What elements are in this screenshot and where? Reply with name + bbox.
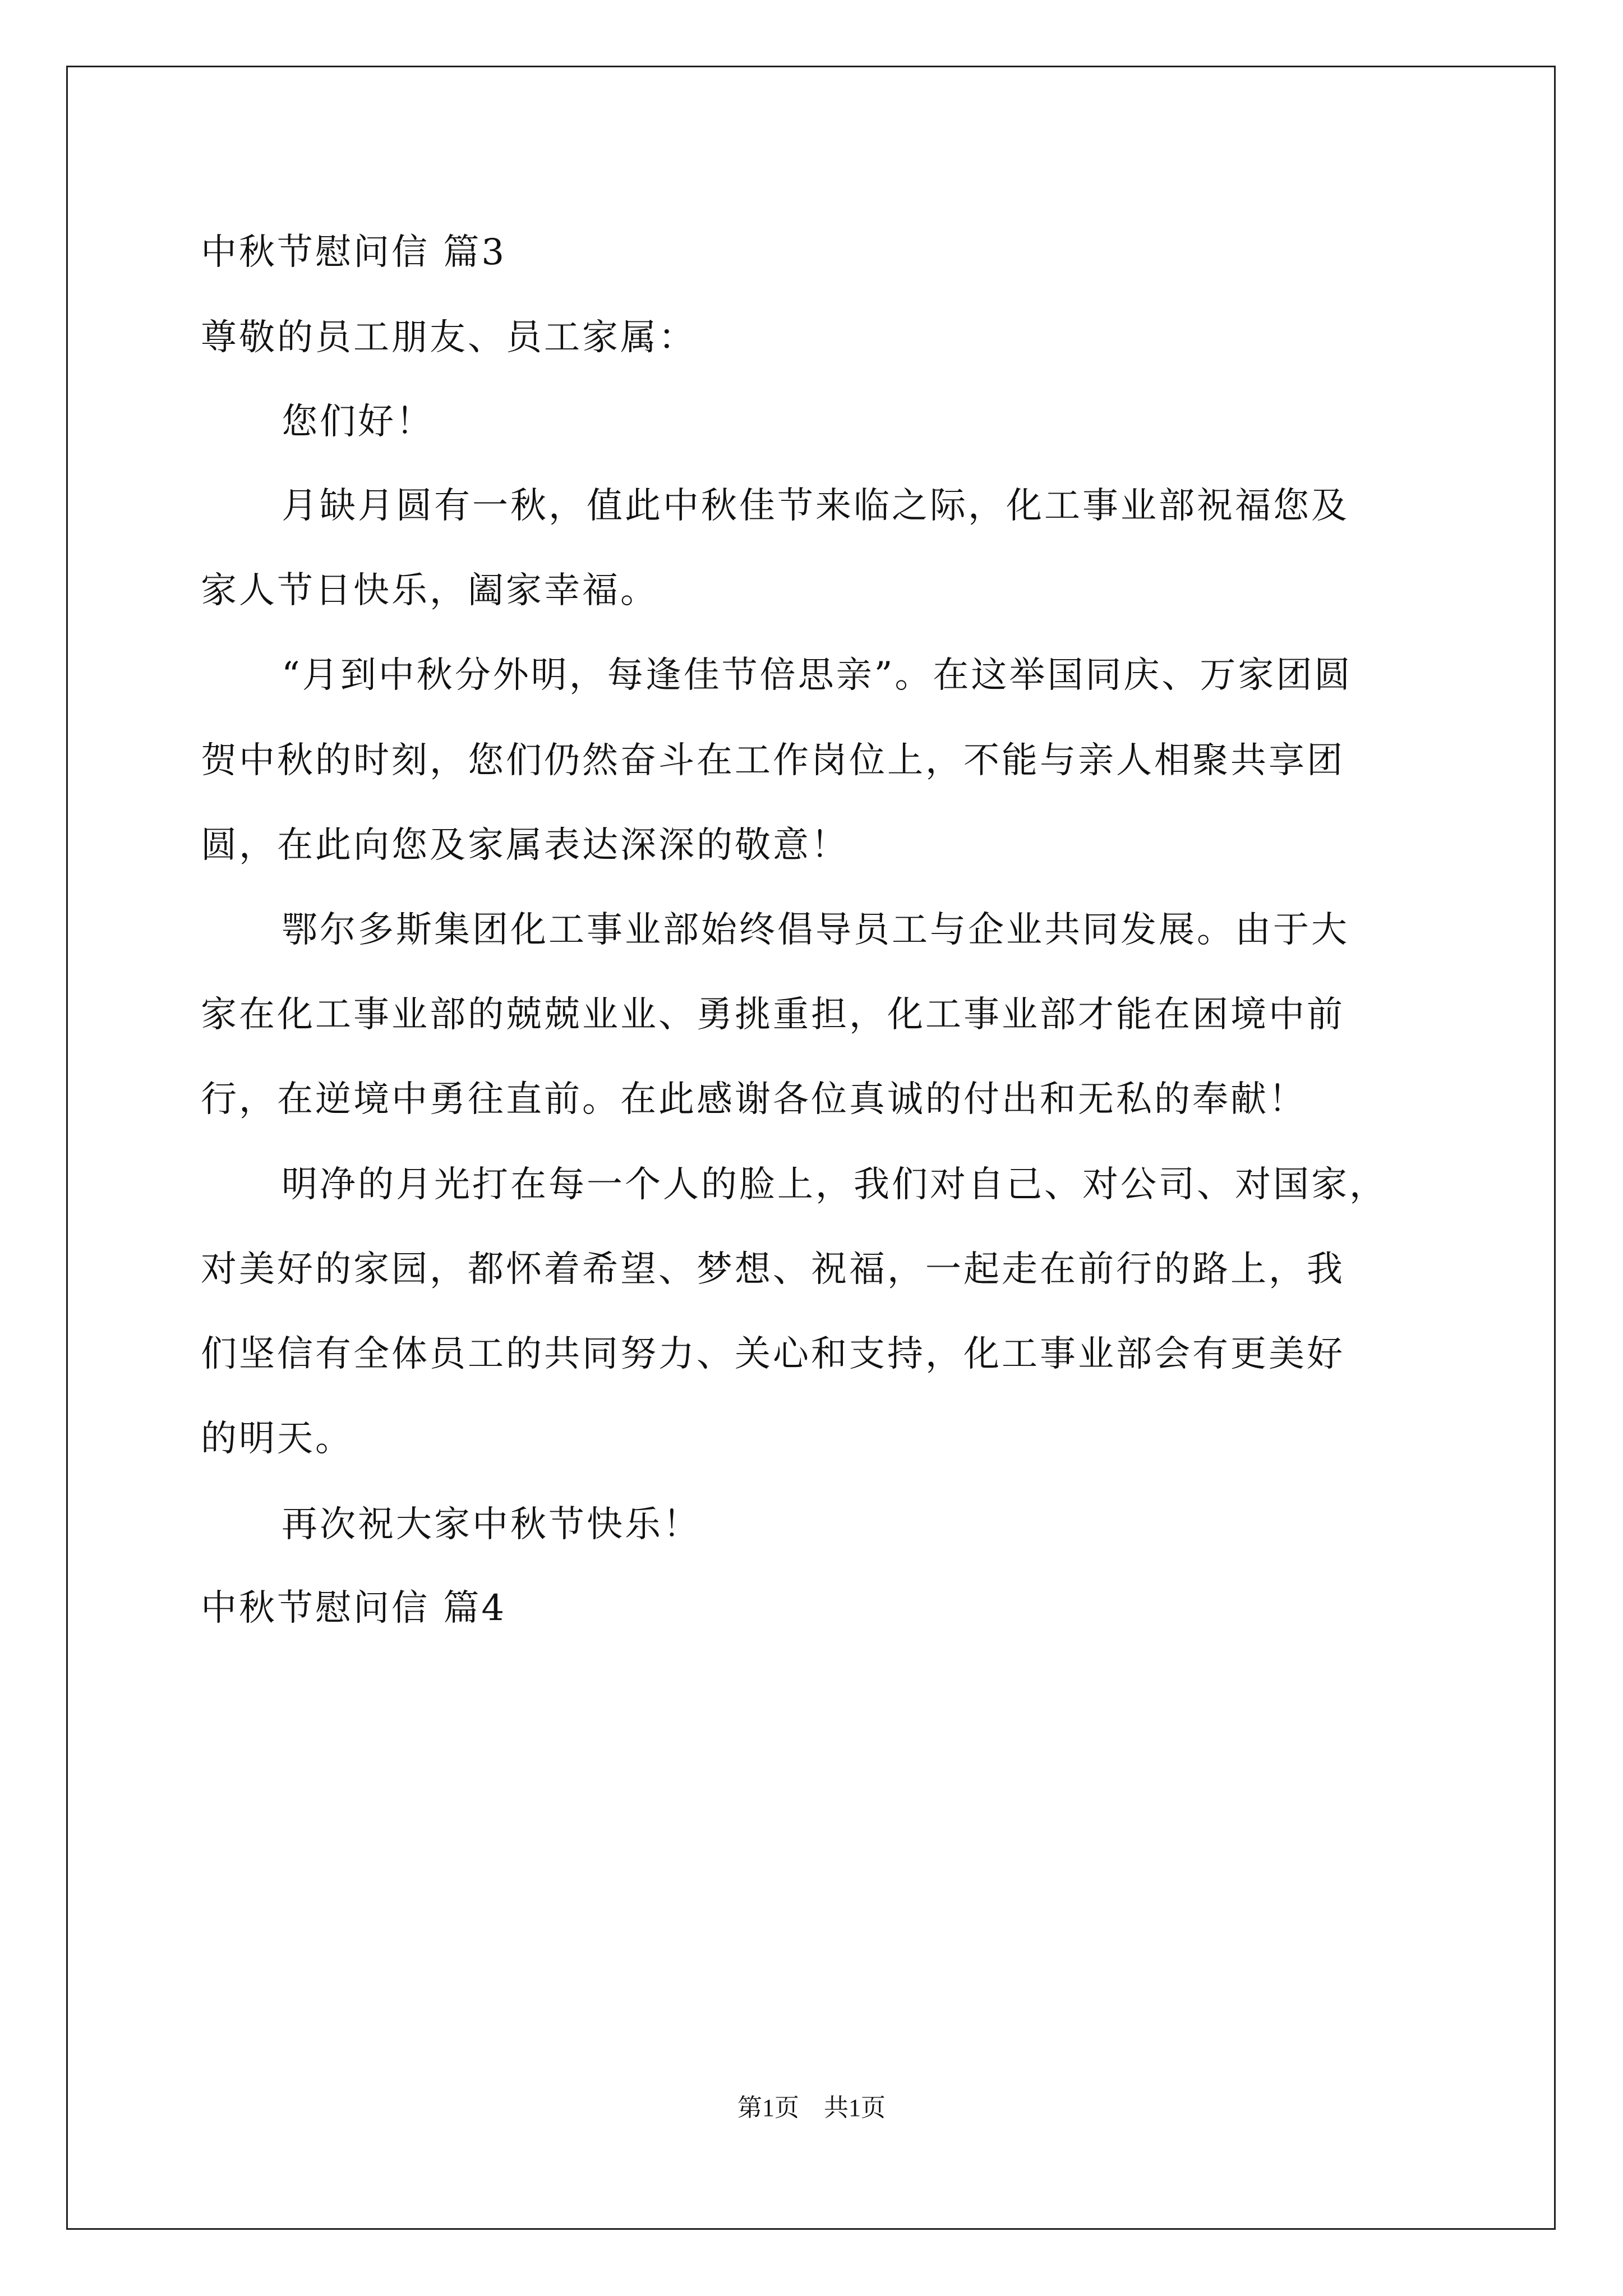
greeting: 您们好！ <box>282 401 434 443</box>
paragraph-line: 家人节日快乐，阖家幸福。 <box>201 570 658 611</box>
paragraph-line: 圆，在此向您及家属表达深深的敬意！ <box>201 825 849 866</box>
paragraph-line: 明净的月光打在每一个人的脸上，我们对自己、对公司、对国家， <box>282 1164 1387 1205</box>
page-footer: 第1页 共1页 <box>737 2094 886 2122</box>
paragraph-line: 家在化工事业部的兢兢业业、勇挑重担，化工事业部才能在困境中前 <box>201 994 1345 1036</box>
page-frame <box>66 66 1556 2230</box>
paragraph-line: 对美好的家园，都怀着希望、梦想、祝福，一起走在前行的路上，我 <box>201 1249 1345 1290</box>
section-heading: 中秋节慰问信 篇4 <box>201 1588 507 1629</box>
section-heading: 中秋节慰问信 篇3 <box>201 232 507 273</box>
paragraph-line: 们坚信有全体员工的共同努力、关心和支持，化工事业部会有更美好 <box>201 1333 1345 1375</box>
salutation: 尊敬的员工朋友、员工家属： <box>201 317 697 358</box>
paragraph-line: 月缺月圆有一秋，值此中秋佳节来临之际，化工事业部祝福您及 <box>282 485 1349 527</box>
paragraph-line: 鄂尔多斯集团化工事业部始终倡导员工与企业共同发展。由于大 <box>282 909 1349 951</box>
closing-line: 再次祝大家中秋节快乐！ <box>282 1504 701 1545</box>
paragraph-line: 行，在逆境中勇往直前。在此感谢各位真诚的付出和无私的奉献！ <box>201 1079 1307 1120</box>
paragraph-line: 贺中秋的时刻，您们仍然奋斗在工作岗位上，不能与亲人相聚共享团 <box>201 740 1345 781</box>
paragraph-line: 的明天。 <box>201 1418 353 1460</box>
paragraph-line: “月到中秋分外明，每逢佳节倍思亲”。在这举国同庆、万家团圆 <box>282 655 1353 696</box>
